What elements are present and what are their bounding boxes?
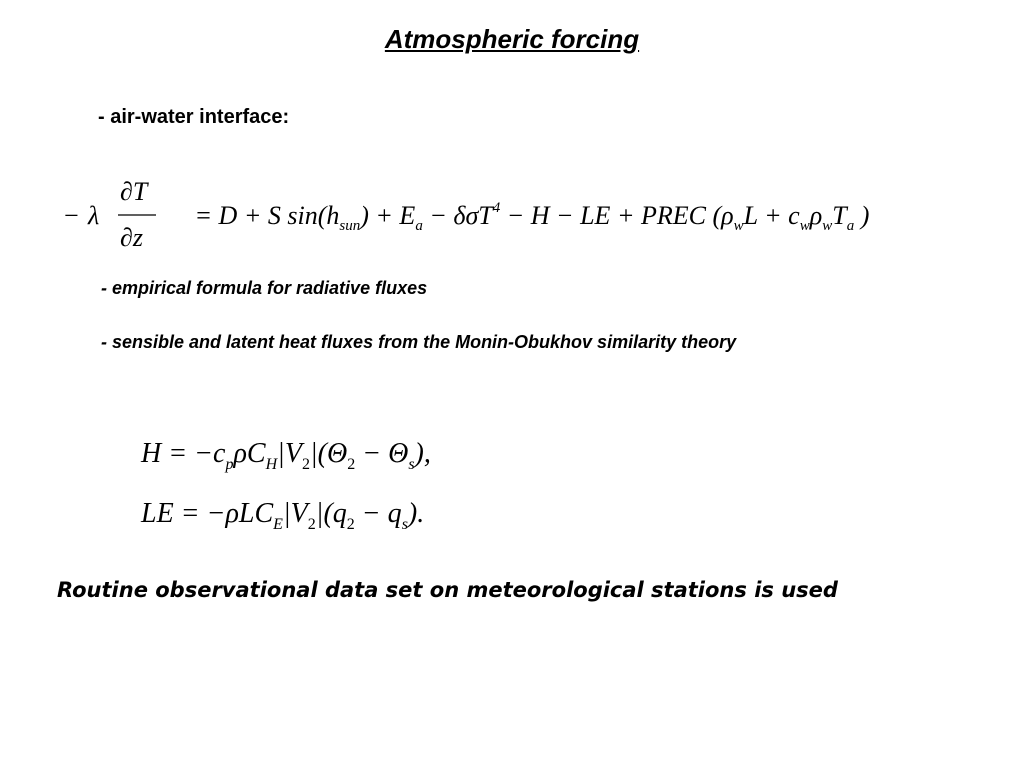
latent-heat-formula: LE = $-\rho LC_E|V_2|(q_2 - q_s)$. [141,498,425,533]
eq-denominator: ∂z [120,223,143,252]
air-water-interface-heading: - air-water interface: [98,106,290,128]
eq-lhs-sign: − [64,201,79,230]
sensible-heat-formula: $H = -c_p\rho C_H|V_2|(\Theta_2 - \Theta_s)$, [141,438,431,473]
closing-note: Routine observational data set on meteorological stations is used [57,578,838,602]
bullet-radiative-fluxes: - empirical formula for radiative fluxes [101,278,428,298]
eq-rhs: = D + S $\sin(h_{sun}) + E_a - \delta\sigma T^4 - H$ − LE + PREC ($\rho_wL + c_w\rho_wT_a$ ) [194,200,870,234]
eq-numerator: ∂T [120,178,148,206]
sensible-heat-equation [104,426,524,478]
bullet-monin-obukhov: - sensible and latent heat fluxes from the Monin-Obukhov similarity theory [101,332,737,352]
eq-lambda: λ [88,201,100,230]
latent-heat-equation [104,486,524,538]
heat-balance-equation [60,178,960,258]
slide-title: Atmospheric forcing [384,24,640,54]
